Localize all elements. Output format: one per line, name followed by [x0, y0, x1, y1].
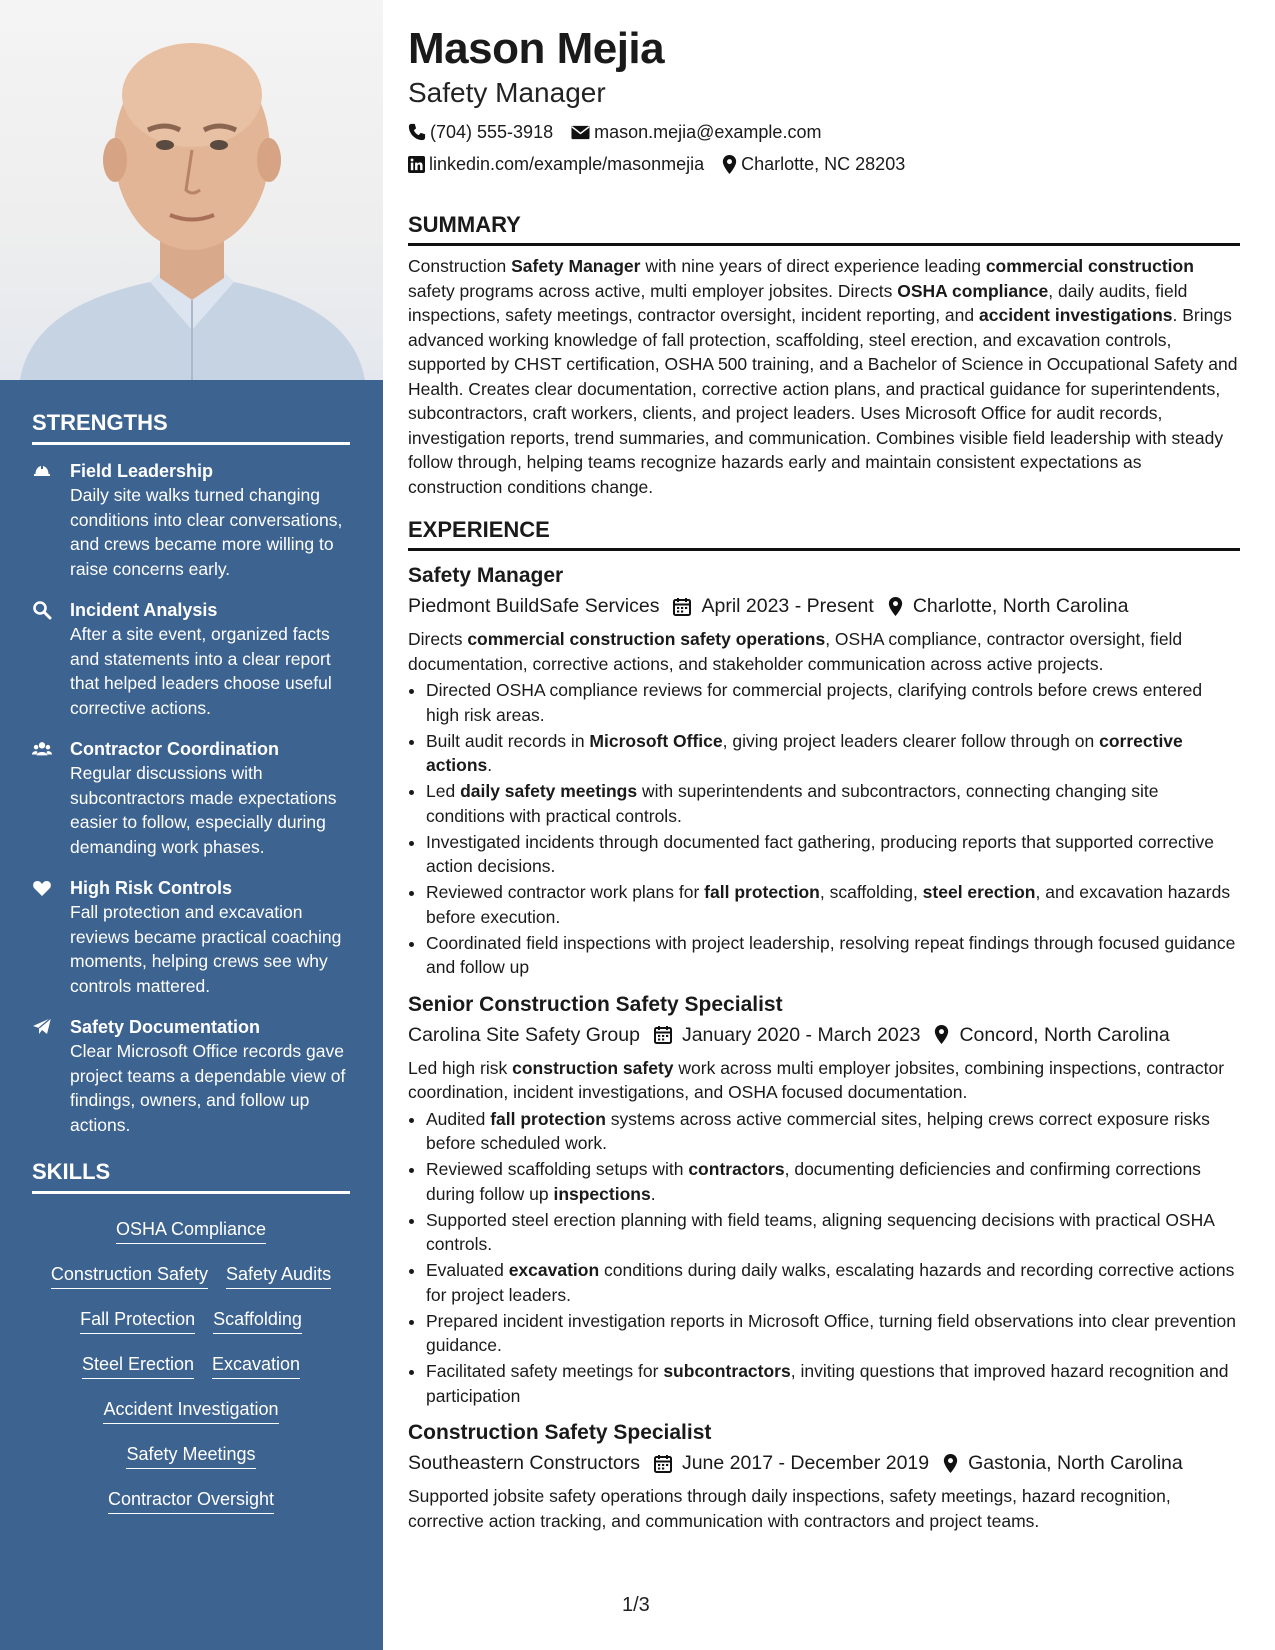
- skill-tag: Scaffolding: [213, 1308, 302, 1334]
- job-entry: [408, 990, 1240, 1409]
- summary-heading: SUMMARY: [408, 212, 1240, 246]
- strength-title: Incident Analysis: [70, 600, 218, 620]
- job-meta: [408, 591, 1240, 621]
- job-entry: [408, 1418, 1240, 1533]
- strength-title: High Risk Controls: [70, 878, 233, 898]
- strength-title: Safety Documentation: [70, 1017, 261, 1037]
- job-dates-wrap: [673, 591, 873, 621]
- location-contact: [722, 148, 905, 180]
- strength-title: Contractor Coordination: [70, 739, 279, 759]
- linkedin-icon: [408, 156, 425, 173]
- job-company: Carolina Site Safety Group: [408, 1023, 640, 1046]
- job-bullet: • Facilitated safety meetings for subcontractors, inviting questions that improved hazard recognition and participation: [426, 1359, 1240, 1408]
- strength-description: Clear Microsoft Office records gave project teams a dependable view of findings, owners, and follow up actions.: [70, 1041, 346, 1135]
- skills-heading: SKILLS: [32, 1159, 350, 1194]
- job-dates: April 2023 - Present: [701, 595, 874, 617]
- phone-contact[interactable]: [408, 116, 553, 148]
- skill-tag: Steel Erection: [82, 1353, 194, 1379]
- contact-row: [408, 116, 1240, 148]
- job-intro: Led high risk construction safety work across multi employer jobsites, combining inspections, contractor coordination, incident investigations, and OSHA focused documentation.: [408, 1057, 1225, 1102]
- strength-description: Regular discussions with subcontractors made expectations easier to follow, especially during demanding work phases.: [70, 763, 337, 857]
- job-dates: June 2017 - December 2019: [681, 1452, 930, 1474]
- job-bullet: • Reviewed contractor work plans for fall protection, scaffolding, steel erection, and excavation hazards before execution.: [426, 880, 1240, 929]
- job-intro: Supported jobsite safety operations through daily inspections, safety meetings, hazard recognition, corrective action tracking, and communication with contractors and project teams.: [408, 1486, 1171, 1531]
- job-location-wrap: [934, 1020, 1169, 1050]
- map-pin-icon: [934, 1025, 949, 1044]
- job-bullets: [408, 678, 1240, 980]
- job-bullet: • Reviewed scaffolding setups with contractors, documenting deficiencies and confirming corrections during follow up inspections.: [426, 1157, 1240, 1206]
- sidebar-content: [32, 410, 350, 1523]
- strength-item: [32, 876, 350, 998]
- job-title: Safety Manager: [408, 564, 564, 587]
- job-title: Senior Construction Safety Specialist: [408, 992, 783, 1016]
- strength-description: After a site event, organized facts and statements into a clear report that helped leaders choose useful corrective actions.: [70, 624, 332, 718]
- calendar-icon: [654, 1454, 672, 1473]
- job-bullet: • Supported steel erection planning with field teams, aligning sequencing decisions with practical OSHA controls.: [426, 1208, 1240, 1257]
- strength-item: [32, 598, 350, 720]
- job-location: Concord, North Carolina: [959, 1023, 1170, 1046]
- calendar-icon: [673, 597, 691, 616]
- job-bullet: • Investigated incidents through documented fact gathering, producing reports that supported corrective action decisions.: [426, 830, 1240, 879]
- job-bullet: • Evaluated excavation conditions during daily walks, escalating hazards and recording corrective actions for project leaders.: [426, 1258, 1240, 1307]
- linkedin-text: linkedin.com/example/masonmejia: [429, 154, 705, 174]
- skill-tag: Safety Meetings: [126, 1443, 255, 1469]
- skill-tag: Safety Audits: [226, 1263, 331, 1289]
- map-pin-icon: [888, 597, 903, 616]
- strengths-heading: STRENGTHS: [32, 410, 350, 445]
- location-text: Charlotte, NC 28203: [741, 154, 906, 174]
- skill-tag: Contractor Oversight: [108, 1488, 274, 1514]
- main-content: [408, 22, 1240, 1533]
- skill-tag: OSHA Compliance: [116, 1218, 266, 1244]
- job-location: Charlotte, North Carolina: [912, 595, 1129, 617]
- strength-item: [32, 737, 350, 859]
- users-icon: [32, 739, 52, 759]
- experience-list: [408, 561, 1240, 1533]
- candidate-title: Safety Manager: [408, 77, 606, 108]
- job-bullet: • Built audit records in Microsoft Office, giving project leaders clearer follow through on corrective actions.: [426, 729, 1240, 778]
- strength-description: Daily site walks turned changing conditions into clear conversations, and crews became more willing to raise concerns early.: [70, 485, 343, 579]
- strength-description: Fall protection and excavation reviews became practical coaching moments, helping crews see why controls mattered.: [70, 902, 342, 996]
- job-bullet: • Led daily safety meetings with superintendents and subcontractors, connecting changing site conditions with practical controls.: [426, 779, 1240, 828]
- contact-row: [408, 148, 1240, 180]
- sidebar: [0, 0, 383, 1650]
- job-intro: Directs commercial construction safety operations, OSHA compliance, contractor oversight, field documentation, corrective actions, and stakeholder communication across active projects.: [408, 629, 1183, 674]
- job-meta: [408, 1448, 1240, 1478]
- map-pin-icon: [722, 155, 737, 174]
- skill-tag: Construction Safety: [51, 1263, 208, 1289]
- skill-tag: Excavation: [212, 1353, 300, 1379]
- calendar-icon: [654, 1025, 672, 1044]
- skill-tag: Fall Protection: [80, 1308, 195, 1334]
- skills-list: [32, 1208, 350, 1523]
- job-company: Southeastern Constructors: [408, 1452, 640, 1474]
- job-entry: [408, 561, 1240, 980]
- job-bullet: • Coordinated field inspections with project leadership, resolving repeat findings through focused guidance and follow up: [426, 931, 1240, 980]
- strength-item: [32, 459, 350, 581]
- candidate-name: Mason Mejia: [408, 24, 665, 73]
- job-bullet: • Audited fall protection systems across active commercial sites, helping crews correct exposure risks before scheduled work.: [426, 1107, 1240, 1156]
- job-meta: [408, 1020, 1240, 1050]
- strength-item: [32, 1015, 350, 1137]
- job-bullet: • Prepared incident investigation reports in Microsoft Office, turning field observations into clear prevention guidance.: [426, 1309, 1240, 1358]
- hard-hat-icon: [32, 461, 52, 481]
- person-portrait: [0, 0, 383, 380]
- job-location: Gastonia, North Carolina: [968, 1452, 1183, 1474]
- job-dates-wrap: [654, 1020, 920, 1050]
- phone-text: (704) 555-3918: [430, 122, 554, 142]
- job-dates-wrap: [654, 1448, 929, 1478]
- search-icon: [32, 600, 52, 620]
- summary-text: Construction Safety Manager with nine years of direct experience leading commercial construction safety programs across active, multi employer jobsites. Directs OSHA compliance, daily audits, field inspections, safety meetings, contractor oversight, incident reporting, and accident investigations. Brings advanced working knowledge of fall protection, scaffolding, steel erection, and excavation controls, supported by CHST certification, OSHA 500 training, and a Bachelor of Science in Occupational Safety and Health. Creates clear documentation, corrective action plans, and practical guidance for superintendents, subcontractors, craft workers, clients, and project leaders. Uses Microsoft Office for audit records, investigation reports, trend summaries, and communication. Combines visible field leadership with steady follow through, helping teams recognize hazards early and maintain consistent expectations as construction conditions change.: [408, 256, 1238, 497]
- phone-icon: [408, 123, 426, 141]
- job-location-wrap: [888, 591, 1129, 621]
- job-location-wrap: [943, 1448, 1183, 1478]
- email-contact[interactable]: [571, 116, 821, 148]
- job-dates: January 2020 - March 2023: [681, 1023, 921, 1046]
- skill-tag: Accident Investigation: [103, 1398, 278, 1424]
- strength-title: Field Leadership: [70, 461, 214, 481]
- linkedin-contact[interactable]: [408, 148, 704, 180]
- heart-icon: [32, 878, 52, 898]
- paper-plane-icon: [32, 1017, 52, 1037]
- map-pin-icon: [943, 1454, 958, 1473]
- job-title: Construction Safety Specialist: [408, 1421, 712, 1444]
- job-bullets: [408, 1107, 1240, 1409]
- email-text: mason.mejia@example.com: [594, 122, 822, 142]
- envelope-icon: [571, 125, 590, 140]
- job-bullet: • Directed OSHA compliance reviews for commercial projects, clarifying controls before crews entered high risk areas.: [426, 678, 1240, 727]
- page-number: 1/3: [622, 1594, 650, 1616]
- experience-heading: EXPERIENCE: [408, 517, 1240, 551]
- profile-photo: [0, 0, 383, 380]
- job-company: Piedmont BuildSafe Services: [408, 595, 660, 617]
